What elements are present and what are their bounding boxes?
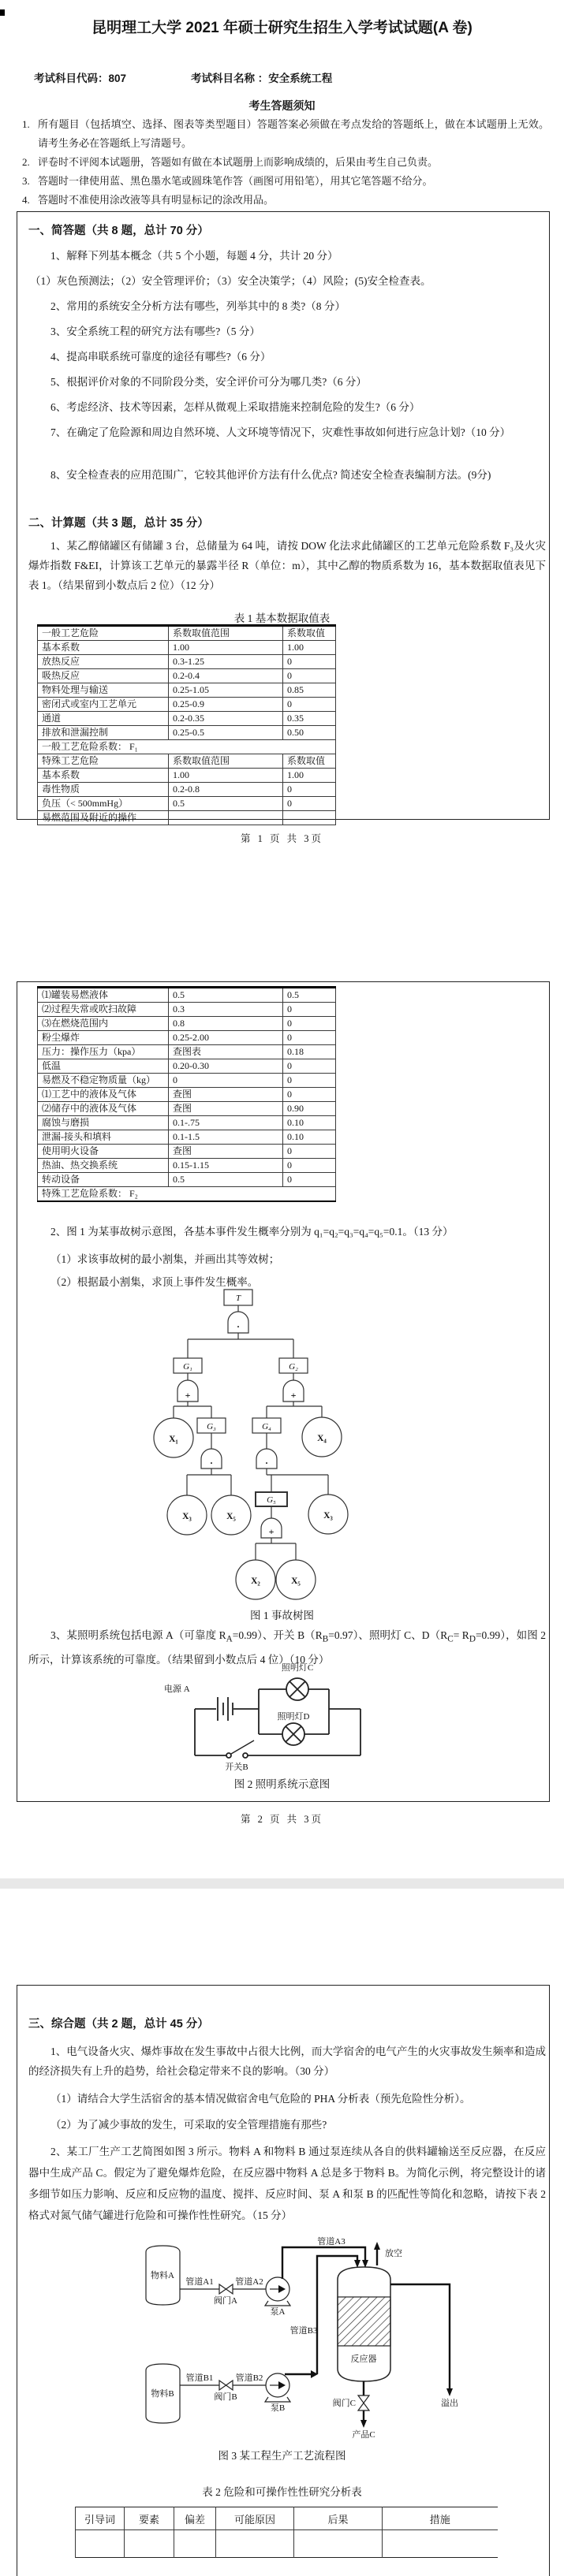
table-row [38, 1102, 336, 1116]
power-label: 电源 A [164, 1684, 190, 1694]
cell: ⑶在燃烧范围内 [38, 1017, 169, 1031]
pipe-a2-label: 管道A2 [235, 2277, 263, 2287]
calc-question-2-sub2: （2）根据最小割集，求顶上事件发生概率。 [50, 1276, 259, 1288]
cell: 系数取值范围 [169, 626, 283, 641]
table-row [38, 698, 336, 712]
table1-page1 [37, 624, 336, 825]
notice-title: 考生答题须知 [248, 99, 316, 112]
question: 2、常用的系统安全分析方法有哪些，列举其中的 8 类?（8 分） [50, 300, 345, 312]
event-X5: X₅ [226, 1512, 236, 1521]
notice-item [22, 153, 549, 172]
cell: 0.25-2.00 [169, 1031, 283, 1045]
hazop-header-row [76, 2507, 498, 2530]
cell: 0.85 [283, 683, 336, 698]
event-X1: X₁ [169, 1435, 178, 1444]
cell: 引导词 [76, 2507, 125, 2530]
cell: 0.18 [283, 1045, 336, 1059]
cell: 0.5 [169, 988, 283, 1003]
question: 8、安全检查表的应用范围广，它较其他评价方法有什么优点? 简述安全检查表编制方法。(9分) [50, 469, 491, 481]
cell: 压力：操作压力（kpa） [38, 1045, 169, 1059]
cell: 0.2-0.35 [169, 712, 283, 726]
scan-artifact [0, 9, 5, 16]
pipe-b2-label: 管道B2 [235, 2373, 263, 2383]
cell: 密闭式或室内工艺单元 [38, 698, 169, 712]
event-X3b: X₃ [323, 1511, 333, 1521]
calc-question-1: 1、某乙醇储罐区有储罐 3 台，总储量为 64 吨，请按 DOW 化法求此储罐区的工艺单元危险系数 F₃及火灾爆炸指数 F&EI，计算该工艺单元的暴露半径 R（单位：m），其中乙醇的物质系数为 16，基本数据取值表见下表 1。（结果留到小数点后 2 位）（12 分） [28, 540, 546, 591]
question: 5、根据评价对象的不同阶段分类，安全评价可分为哪几类?（6 分） [50, 376, 367, 388]
cell: 系数取值 [283, 626, 336, 641]
notice-list [22, 115, 549, 210]
empty-cell [294, 2530, 383, 2558]
cell: 1.00 [169, 641, 283, 655]
cell: 可能原因 [216, 2507, 294, 2530]
notice-item [22, 191, 549, 210]
cell: 0 [283, 655, 336, 669]
question: （1）灰色预测法；（2）安全管理评价；（3）安全决策学；（4）风险；(5)安全检查表。 [30, 275, 431, 287]
cell: 0.25-0.9 [169, 698, 283, 712]
cell: 物料处理与输送 [38, 683, 169, 698]
cell: 毒性物质 [38, 783, 169, 797]
comprehensive-question-1: 1、电气设备火灾、爆炸事故在发生事故中占很大比例，而大学宿舍的电气产生的火灾事故发生频率和造成的经济损失有上升的趋势，给社会稳定带来不良的影响。（30 分） [28, 2046, 546, 2077]
cell: 排放和泄漏控制 [38, 726, 169, 740]
product-c-label: 产品C [352, 2430, 375, 2440]
node-G4: G₄ [262, 1422, 271, 1431]
calc-question-2: 2、图 1 为某事故树示意图，各基本事件发生概率分别为 q₁=q₂=q₃=q₄=q₅=0.1。（13 分） [50, 1226, 454, 1238]
cell: 0.90 [283, 1102, 336, 1116]
cell: 要素 [125, 2507, 174, 2530]
empty-cell [76, 2530, 125, 2558]
table-row [38, 669, 336, 683]
node-T: T [235, 1294, 241, 1303]
table1-body3 [38, 988, 336, 1187]
cell: 查图 [169, 1088, 283, 1102]
cell: 查图表 [169, 1045, 283, 1059]
table-row [38, 783, 336, 797]
cell: 0 [283, 1145, 336, 1159]
switch-label: 开关B [225, 1763, 248, 1772]
cell: ⑴工艺中的液体及气体 [38, 1088, 169, 1102]
cell: 0 [283, 1017, 336, 1031]
cell: 0.5 [169, 1173, 283, 1187]
section2-title: 二、计算题（共 3 题，总计 35 分） [28, 517, 209, 530]
table-row [38, 811, 336, 825]
pump-a-label: 泵A [270, 2307, 286, 2317]
pipe-b1-label: 管道B1 [185, 2373, 214, 2383]
notice-item [22, 172, 549, 191]
cell: 易燃范围及附近的操作 [38, 811, 169, 825]
table1-span1 [38, 740, 336, 754]
cell: 0 [283, 1003, 336, 1017]
table-row [38, 712, 336, 726]
cell: 转动设备 [38, 1173, 169, 1187]
table-row [38, 1187, 336, 1202]
notice-item [22, 115, 549, 153]
valve-b-label: 阀门B [214, 2392, 237, 2402]
table-row [38, 641, 336, 655]
subject-name: 考试科目名称 ：安全系统工程 [191, 73, 333, 84]
cell [169, 811, 283, 825]
table-row [38, 1017, 336, 1031]
question: 1、解释下列基本概念（共 5 个小题，每题 4 分，共计 20 分） [50, 250, 338, 262]
question: 6、考虑经济、技术等因素，怎样从微观上采取措施来控制危险的发生?（6 分） [50, 401, 420, 413]
cell: 0 [283, 783, 336, 797]
empty-cell [174, 2530, 216, 2558]
hazop-table [75, 2507, 498, 2558]
empty-cell [383, 2530, 498, 2558]
calc-question-2-sub1: （1）求该事故树的最小割集，并画出其等效树； [50, 1253, 280, 1265]
tank-a-label: 物料A [151, 2271, 174, 2280]
table1-page2 [37, 986, 336, 1202]
fig2-caption: 图 2 照明系统示意图 [233, 1778, 331, 1790]
cell: 0.8 [169, 1017, 283, 1031]
cell: 通道 [38, 712, 169, 726]
reactor-label: 反应器 [350, 2355, 377, 2364]
event-X3: X₃ [182, 1512, 192, 1521]
cell: 0.25-1.05 [169, 683, 283, 698]
empty-cell [216, 2530, 294, 2558]
table-row [38, 1031, 336, 1045]
fig3-caption: 图 3 某工程生产工艺流程图 [218, 2450, 346, 2462]
cell: 0.10 [283, 1130, 336, 1145]
empty-cell [125, 2530, 174, 2558]
pump-b-label: 泵B [270, 2403, 286, 2413]
span-cell: 特殊工艺危险系数： F₂ [38, 1187, 336, 1202]
table-row [38, 726, 336, 740]
table-row [38, 1159, 336, 1173]
notice-text: 答题时一律使用蓝、黑色墨水笔或圆珠笔作答（画图可用铅笔），用其它笔答题不给分。 [38, 175, 433, 187]
cell: 0.15-1.15 [169, 1159, 283, 1173]
event-X2: X₂ [251, 1576, 260, 1586]
cell: 吸热反应 [38, 669, 169, 683]
section3-title: 三、综合题（共 2 题，总计 45 分） [28, 2018, 209, 2031]
cell: 1.00 [283, 769, 336, 783]
cell: ⑵过程失常或吹扫故障 [38, 1003, 169, 1017]
table-row [38, 754, 336, 769]
cell: 0 [283, 1074, 336, 1088]
notice-text: 所有题目（包括填空、选择、图表等类型题目）答题答案必须做在考点发给的答题纸上，做在本试题册上无效。请考生务必在答题纸上写清题号。 [38, 118, 549, 149]
cell: 0.2-0.8 [169, 783, 283, 797]
cell: 措施 [383, 2507, 498, 2530]
or-gate-symbol: + [290, 1390, 297, 1401]
cell: 后果 [294, 2507, 383, 2530]
question: 7、在确定了危险源和周边自然环境、人文环境等情况下，灾难性事故如何进行应急计划?（10 分） [50, 426, 511, 438]
cell: 负压（< 500mmHg） [38, 797, 169, 811]
cell: 0.35 [283, 712, 336, 726]
cell: 0 [283, 1031, 336, 1045]
cell: 一般工艺危险 [38, 626, 169, 641]
valve-c-label: 阀门C [332, 2399, 356, 2408]
cell: 低温 [38, 1059, 169, 1074]
table-row [38, 769, 336, 783]
node-G1: G₁ [183, 1362, 192, 1372]
table-row [38, 1059, 336, 1074]
tank-b-label: 物料B [151, 2389, 174, 2399]
cell: 0.10 [283, 1116, 336, 1130]
cell: 1.00 [283, 641, 336, 655]
cell: 0.5 [283, 988, 336, 1003]
node-G2: G₂ [289, 1362, 298, 1372]
cell: 0 [283, 669, 336, 683]
paper-title: 昆明理工大学 2021 年硕士研究生招生入学考试试题(A 卷) [92, 20, 472, 36]
notice-number: 1. [22, 118, 30, 130]
cell: 0 [169, 1074, 283, 1088]
cell: 0 [283, 797, 336, 811]
notice-text: 答题时不准使用涂改液等具有明显标记的涂改用品。 [38, 194, 275, 206]
fig1-caption: 图 1 事故树图 [250, 1610, 314, 1621]
vent-label: 放空 [385, 2249, 402, 2258]
span-cell: 一般工艺危险系数： F₁ [38, 740, 336, 754]
table1-head1 [38, 626, 336, 641]
cell: 腐蚀与磨损 [38, 1116, 169, 1130]
cell: 粉尘爆炸 [38, 1031, 169, 1045]
table-row [38, 1130, 336, 1145]
node-G3: G₃ [207, 1422, 216, 1431]
cell: 0.5 [169, 797, 283, 811]
valve-a-label: 阀门A [214, 2296, 237, 2306]
cell: 0 [283, 1088, 336, 1102]
table-row [38, 988, 336, 1003]
table-row [38, 1003, 336, 1017]
table-row [38, 740, 336, 754]
question: 4、提高串联系统可靠度的途径有哪些?（6 分） [50, 351, 271, 363]
lamp-d-label: 照明灯D [277, 1712, 310, 1722]
cell: 0 [283, 698, 336, 712]
cell: 0.20-0.30 [169, 1059, 283, 1074]
and-gate-symbol: · [236, 1321, 241, 1332]
table-row [38, 1088, 336, 1102]
table-row [38, 655, 336, 669]
cell [283, 811, 336, 825]
cell: 0.25-0.5 [169, 726, 283, 740]
cell: 1.00 [169, 769, 283, 783]
table1-body2 [38, 769, 336, 825]
notice-number: 3. [22, 175, 30, 187]
table-row [38, 683, 336, 698]
comprehensive-question-2: 2、某工厂生产工艺简图如图 3 所示。物料 A 和物料 B 通过泵连续从各自的供料罐输送至反应器，在反应器中生成产品 C。假定为了避免爆炸危险，在反应器中物料 A 总是多于物料 B。为简化示例，将完整设计的诸多细节如压力影响、反应和反应物的温度、搅拌、反应时间、泵 A 和泵 B 的匹配性等简化和忽略，请按下表 2 格式对氮气储气罐进行危险和可操作性性研究。（15 分） [28, 2146, 546, 2221]
question: 3、安全系统工程的研究方法有哪些?（5 分） [50, 326, 260, 337]
cell: 查图 [169, 1145, 283, 1159]
process-flow-diagram [103, 2235, 497, 2442]
table-row [38, 1145, 336, 1159]
table1-caption: 表 1 基本数据取值表 [233, 612, 331, 624]
table-row [38, 1045, 336, 1059]
table-row [38, 1074, 336, 1088]
cell: 查图 [169, 1102, 283, 1116]
cell: 基本系数 [38, 641, 169, 655]
fault-tree-diagram [118, 1288, 465, 1603]
table1-body1 [38, 641, 336, 740]
cell: 0.3-1.25 [169, 655, 283, 669]
comprehensive-question-1-sub1: （1）请结合大学生活宿舍的基本情况做宿舍电气危险的 PHA 分析表（预先危险性分析）。 [50, 2093, 471, 2105]
cell: 0.2-0.4 [169, 669, 283, 683]
table-row [38, 797, 336, 811]
cell: ⑵储存中的液体及气体 [38, 1102, 169, 1116]
page2-footer: 第 2 页 共 3页 [240, 1814, 323, 1825]
node-G5: G₅ [267, 1495, 276, 1505]
cell: ⑴罐装易燃液体 [38, 988, 169, 1003]
pipe-b3-label: 管道B3 [289, 2326, 318, 2336]
hazop-empty-row [76, 2530, 498, 2558]
table1-head2 [38, 754, 336, 769]
page-separator-band [0, 1878, 564, 1889]
cell: 0.1-.75 [169, 1116, 283, 1130]
and-gate-symbol: · [209, 1457, 214, 1469]
cell: 系数取值 [283, 754, 336, 769]
cell: 系数取值范围 [169, 754, 283, 769]
pipe-a1-label: 管道A1 [185, 2277, 214, 2287]
calc-question-3: 3、某照明系统包括电源 A（可靠度 $R_A=0.99$）、开关 $B(R_B=0.97)$、照明灯 C、$D(R_C= R_D=0.99)$，如图 2 所示，计算该系统的可靠度。（结果留到小数点后 4 位）（10 分） [28, 1629, 547, 1666]
overflow-label: 溢出 [441, 2399, 458, 2408]
notice-number: 4. [22, 194, 30, 206]
subject-code: 考试科目代码：807 [34, 73, 127, 84]
notice-text: 评卷时不评阅本试题册，答题如有做在本试题册上而影响成绩的，后果由考生自己负责。 [38, 156, 439, 168]
table-row [38, 1116, 336, 1130]
section1-title: 一、简答题（共 8 题，总计 70 分） [28, 225, 209, 237]
cell: 易燃及不稳定物质量（kg） [38, 1074, 169, 1088]
table-row [38, 1173, 336, 1187]
cell: 0.50 [283, 726, 336, 740]
cell: 热油、热交换系统 [38, 1159, 169, 1173]
cell: 0.1-1.5 [169, 1130, 283, 1145]
pipe-a3-label: 管道A3 [317, 2237, 345, 2247]
page1-footer: 第 1 页 共 3页 [240, 833, 323, 844]
cell: 基本系数 [38, 769, 169, 783]
cell: 0 [283, 1159, 336, 1173]
cell: 使用明火设备 [38, 1145, 169, 1159]
table-row [38, 626, 336, 641]
cell: 0 [283, 1173, 336, 1187]
event-X5b: X₅ [291, 1576, 301, 1586]
or-gate-symbol: + [268, 1526, 275, 1537]
cell: 偏差 [174, 2507, 216, 2530]
cell: 0.3 [169, 1003, 283, 1017]
cell: 放热反应 [38, 655, 169, 669]
table2-caption: 表 2 危险和可操作性性研究分析表 [202, 2486, 362, 2498]
and-gate-symbol: · [264, 1457, 269, 1469]
table1-span2 [38, 1187, 336, 1202]
notice-number: 2. [22, 156, 30, 168]
cell: 特殊工艺危险 [38, 754, 169, 769]
lamp-c-label: 照明灯C [281, 1663, 314, 1673]
cell: 泄漏-接头和填料 [38, 1130, 169, 1145]
cell: 0 [283, 1059, 336, 1074]
event-X4: X₄ [317, 1434, 327, 1443]
or-gate-symbol: + [185, 1390, 191, 1401]
comprehensive-question-1-sub2: （2）为了减少事故的发生，可采取的安全管理措施有那些? [50, 2119, 327, 2131]
lighting-circuit-diagram [142, 1662, 465, 1774]
